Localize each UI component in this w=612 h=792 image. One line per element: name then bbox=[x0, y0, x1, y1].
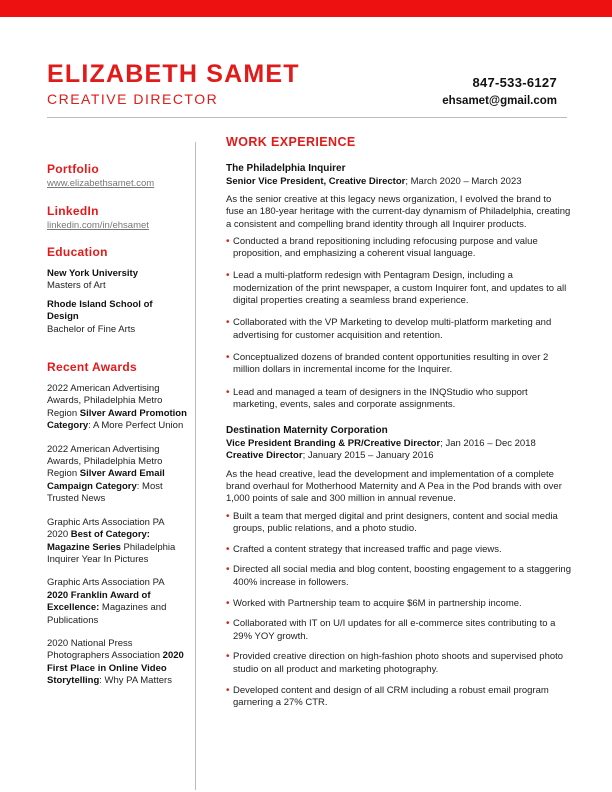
job-role: Vice President Branding & PR/Creative Director; Jan 2016 – Dec 2018 bbox=[226, 437, 536, 449]
degree: Masters of Art bbox=[47, 280, 106, 292]
job-role: Senior Vice President, Creative Director; March 2020 – March 2023 bbox=[226, 175, 522, 187]
education-heading: Education bbox=[47, 245, 108, 259]
candidate-title: CREATIVE DIRECTOR bbox=[47, 91, 219, 107]
bullet-item: • Worked with Partnership team to acquire $6M in partnership income. bbox=[226, 597, 522, 609]
bullet-item: • Built a team that merged digital and print designers, content and social media groups, public relations, and a photo studio. bbox=[226, 510, 558, 534]
awards-list bbox=[47, 383, 187, 688]
bullet-item: • Provided creative direction on high-fashion photo shoots and supervised photo studio on all product and marketing photography. bbox=[226, 651, 564, 675]
job-description: As the head creative, lead the development and implementation of a complete brand overhaul for Motherhood Maternity and A Pea in the Pod brands with over 1,000 points of sale and 300 million in annual revenue. bbox=[226, 468, 562, 505]
award-item: Graphic Arts Association PA 2020 Franklin Award of Excellence: Magazines and Publications bbox=[47, 577, 167, 626]
job-bullets bbox=[226, 236, 571, 411]
work-experience-heading: WORK EXPERIENCE bbox=[226, 135, 356, 149]
email-address[interactable]: ehsamet@gmail.com bbox=[442, 95, 557, 107]
company-name: The Philadelphia Inquirer bbox=[226, 163, 346, 174]
bullet-item: • Developed content and design of all CRM including a robust email program garnering a 27% CTR. bbox=[226, 684, 549, 708]
award-item: Graphic Arts Association PA 2020 Best of Category: Magazine Series Philadelphia Inquirer Year In Pictures bbox=[47, 516, 176, 565]
top-accent-bar bbox=[0, 0, 612, 17]
bullet-item: • Lead a multi-platform redesign with Pentagram Design, including a modernization of the print newspaper, a custom Inquirer font, and updates to all digital properties creating a seamless brand experience. bbox=[226, 270, 567, 307]
bullet-item: • Lead and managed a team of designers in the INQStudio who support marketing, events, sales and corporate assignments. bbox=[226, 386, 528, 410]
bullet-item: • Collaborated with the VP Marketing to develop multi-platform marketing and advertising for customer acquisition and retention. bbox=[226, 317, 552, 341]
company-name: Destination Maternity Corporation bbox=[226, 425, 388, 437]
job-role: Creative Director; January 2015 – January 2016 bbox=[226, 450, 434, 462]
bullet-item: • Collaborated with IT on U/I updates for all e-commerce sites contributing to a 29% YOY growth. bbox=[226, 618, 556, 642]
education-entry bbox=[47, 299, 157, 336]
phone-number[interactable]: 847-533-6127 bbox=[472, 75, 557, 90]
header-divider bbox=[47, 117, 567, 118]
bullet-item: • Crafted a content strategy that increased traffic and page views. bbox=[226, 543, 502, 555]
column-divider bbox=[195, 142, 196, 790]
bullet-item: • Directed all social media and blog content, boosting engagement to a staggering 400% increase in followers. bbox=[226, 564, 571, 588]
sidebar bbox=[47, 162, 187, 699]
portfolio-link[interactable]: www.elizabethsamet.com bbox=[47, 178, 155, 189]
school-name: Rhode Island School of Design bbox=[47, 298, 153, 323]
school-name: New York University bbox=[47, 268, 138, 279]
portfolio-heading: Portfolio bbox=[47, 162, 100, 176]
award-item: 2020 National Press Photographers Association 2020 First Place in Online Video Storytelling: Why PA Matters bbox=[47, 637, 184, 687]
candidate-name: ELIZABETH SAMET bbox=[47, 60, 300, 88]
contact-block bbox=[442, 75, 557, 109]
award-item: 2022 American Advertising Awards, Philadelphia Metro Region Silver Award Email Campaign Category: Most Trusted News bbox=[47, 443, 165, 505]
award-item: 2022 American Advertising Awards, Philadelphia Metro Region Silver Award Promotion Category: A More Perfect Union bbox=[47, 383, 187, 432]
bullet-item: • Conducted a brand repositioning including refocusing purpose and value proposition, and emphasizing a coherent visual language. bbox=[226, 235, 538, 260]
awards-heading: Recent Awards bbox=[47, 360, 137, 375]
job-description: As the senior creative at this legacy news organization, I evolved the brand to fuse an 180-year heritage with the current-day dynamism of Philadelphia, creating a consistent and compelling brand identity through all Inquirer products. bbox=[226, 194, 571, 230]
bullet-item: • Conceptualized dozens of branded content opportunities resulting in over 2 million dollars in incremental income for the Inquirer. bbox=[226, 351, 549, 376]
job-entry bbox=[226, 425, 571, 709]
job-bullets bbox=[226, 511, 571, 710]
linkedin-heading: LinkedIn bbox=[47, 204, 99, 218]
degree: Bachelor of Fine Arts bbox=[47, 323, 136, 335]
education-entry bbox=[47, 268, 187, 293]
job-entry bbox=[226, 163, 571, 411]
linkedin-link[interactable]: linkedin.com/in/ehsamet bbox=[47, 220, 149, 231]
work-experience-section bbox=[226, 134, 571, 718]
